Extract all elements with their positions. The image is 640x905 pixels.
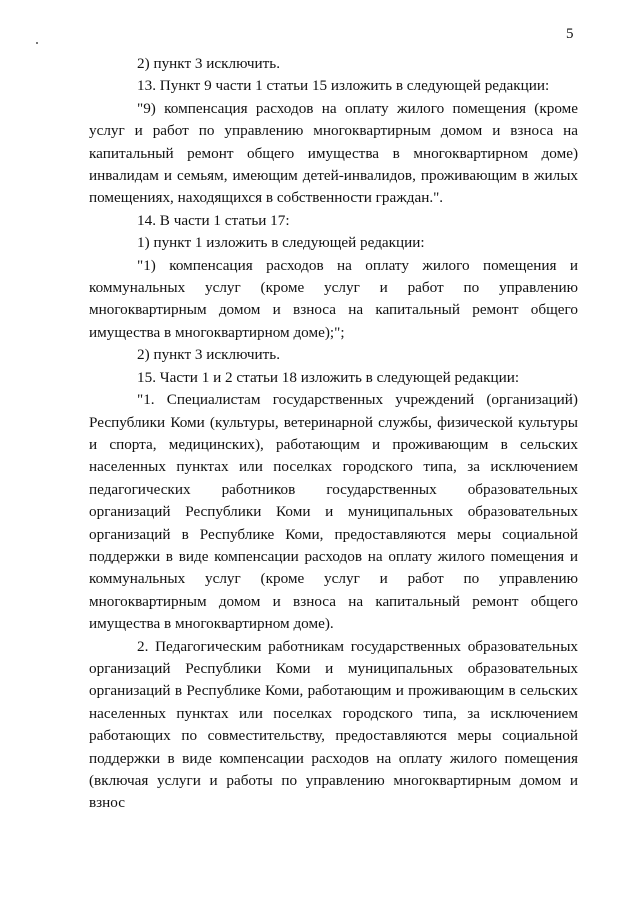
paragraph-2: 13. Пункт 9 части 1 статьи 15 изложить в следующей редакции: bbox=[137, 77, 550, 95]
paragraph-8: 15. Части 1 и 2 статьи 18 изложить в следующей редакции: bbox=[137, 368, 520, 386]
paragraph-5: 1) пункт 1 изложить в следующей редакции: bbox=[137, 234, 425, 252]
paragraph-7: 2) пункт 3 исключить. bbox=[137, 346, 281, 364]
paragraph-9: "1. Специалистам государственных учреждений (организаций) Республики Коми (культуры, ветеринарной службы, физической культуры и спорта, медицинских), работающим и проживающим в сельских населенных пунктах или поселках городского типа, за исключением педагогических работников государственных образовательных организаций Республики Коми и муниципальных образовательных организаций в Республике Коми, предоставляются меры социальной поддержки в виде компенсации расходов на оплату жилого помещения и коммунальных услуг (кроме услуг и работ по управлению многоквартирным домом и взноса на капитальный ремонт общего имущества в многоквартирном доме). bbox=[89, 391, 578, 633]
paragraph-1: 2) пункт 3 исключить. bbox=[137, 55, 281, 72]
document-body bbox=[89, 53, 578, 815]
scan-speck bbox=[36, 42, 38, 44]
page-number: 5 bbox=[566, 26, 574, 42]
paragraph-3: "9) компенсация расходов на оплату жилого помещения (кроме услуг и работ по управлению многоквартирным домом и взноса на капитальный ремонт общего имущества в многоквартирном доме) инвалидам и семьям, имеющим детей-инвалидов, проживающим в жилых помещениях, находящихся в собственности граждан.". bbox=[89, 99, 578, 207]
paragraph-4: 14. В части 1 статьи 17: bbox=[137, 211, 290, 229]
paragraph-6: "1) компенсация расходов на оплату жилого помещения и коммунальных услуг (кроме услуг и работ по управлению многоквартирным домом и взноса на капитальный ремонт общего имущества в многоквартирном доме);"; bbox=[89, 256, 578, 341]
paragraph-10: 2. Педагогическим работникам государственных образовательных организаций Республики Коми и муниципальных образовательных организаций в Республике Коми, работающим и проживающим в сельских населенных пунктах или поселках городского типа, за исключением работающих по совместительству, предоставляются меры социальной поддержки в виде компенсации расходов на оплату жилого помещения (включая услуги и работы по управлению многоквартирным домом и взнос bbox=[89, 637, 578, 812]
